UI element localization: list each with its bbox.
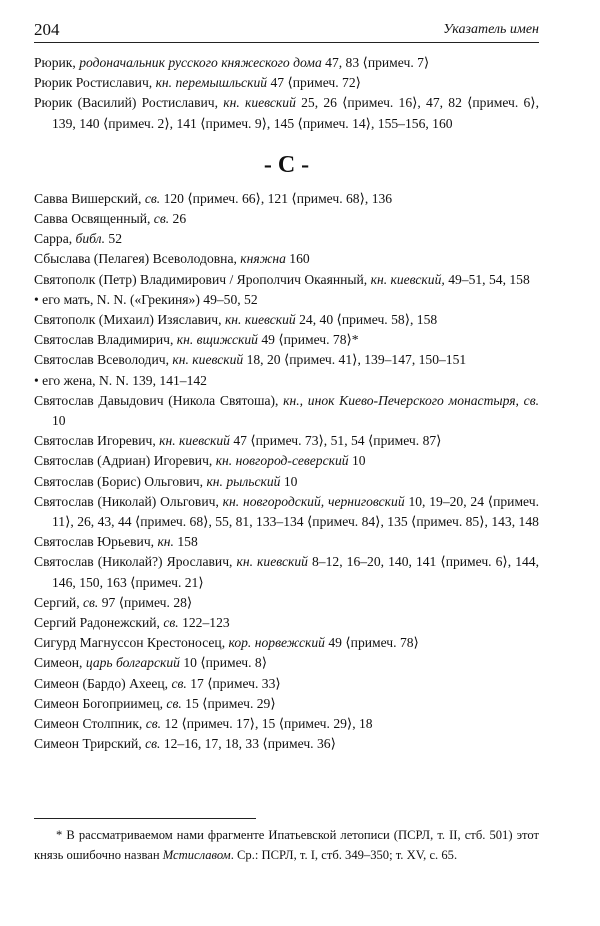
index-entry: Святослав Игоревич, кн. киевский 47 ⟨примеч. 73⟩, 51, 54 ⟨примеч. 87⟩: [34, 433, 442, 449]
index-entry: Святослав Всеволодич, кн. киевский 18, 20 ⟨примеч. 41⟩, 139–147, 150–151: [34, 352, 467, 368]
index-entry: Савва Освященный, св. 26: [34, 211, 187, 227]
index-page: [34, 18, 539, 755]
footnote-divider: [34, 818, 256, 819]
index-entry: Рюрик, родоначальник русского княжеского дома 47, 83 ⟨примеч. 7⟩: [34, 55, 430, 70]
index-entry: Святополк (Михаил) Изяславич, кн. киевский 24, 40 ⟨примеч. 58⟩, 158: [34, 312, 438, 328]
index-entry: Симеон, царь болгарский 10 ⟨примеч. 8⟩: [34, 655, 268, 671]
index-entry: Сарра, библ. 52: [34, 231, 122, 247]
running-title: Указатель имен: [443, 22, 539, 37]
index-entry: Святослав (Адриан) Игоревич, кн. новгород-северский 10: [34, 453, 366, 469]
index-entry: Рюрик (Василий) Ростиславич, кн. киевский 25, 26 ⟨примеч. 16⟩, 47, 82 ⟨примеч. 6⟩, 139, 140 ⟨примеч. 2⟩, 141 ⟨примеч. 9⟩, 145 ⟨примеч. 14⟩, 155–156, 160: [34, 95, 539, 131]
index-entry: Святослав (Борис) Ольгович, кн. рыльский 10: [34, 473, 298, 489]
top-entries-list: [34, 53, 539, 134]
index-entry: Святослав Владимирич, кн. вщижский 49 ⟨примеч. 78⟩*: [34, 332, 359, 348]
index-entry: Симеон Богоприимец, св. 15 ⟨примеч. 29⟩: [34, 695, 276, 711]
page-number: 204: [34, 20, 60, 39]
entries-list: [34, 189, 539, 755]
index-entry: Симеон Столпник, св. 12 ⟨примеч. 17⟩, 15 ⟨примеч. 29⟩, 18: [34, 716, 373, 732]
index-entry: Святослав (Николай?) Ярославич, кн. киевский 8–12, 16–20, 140, 141 ⟨примеч. 6⟩, 144, 146, 150, 163 ⟨примеч. 21⟩: [34, 554, 539, 590]
section-letter-heading: - С -: [263, 151, 310, 178]
index-subentry: • его жена, N. N. 139, 141–142: [34, 372, 207, 388]
index-entry: Святослав Давыдович (Никола Святоша), кн., инок Киево-Печерского монастыря, св. 10: [34, 392, 539, 429]
index-entry: Сбыслава (Пелагея) Всеволодовна, княжна 160: [34, 251, 310, 267]
index-entry: Савва Вишерский, св. 120 ⟨примеч. 66⟩, 121 ⟨примеч. 68⟩, 136: [34, 190, 393, 206]
index-entry: Симеон Трирский, св. 12–16, 17, 18, 33 ⟨примеч. 36⟩: [34, 736, 336, 752]
index-entry: Святослав (Николай) Ольгович, кн. новгородский, черниговский 10, 19–20, 24 ⟨примеч. 11⟩, 26, 43, 44 ⟨примеч. 68⟩, 55, 81, 133–134 ⟨примеч. 84⟩, 135 ⟨примеч. 85⟩, 143, 148: [34, 493, 539, 530]
index-entry: Сергий, св. 97 ⟨примеч. 28⟩: [34, 594, 193, 610]
index-entry: Сигурд Магнуссон Крестоносец, кор. норвежский 49 ⟨примеч. 78⟩: [34, 635, 419, 651]
index-entry: Рюрик Ростиславич, кн. перемышльский 47 ⟨примеч. 72⟩: [34, 75, 361, 91]
index-subentry: • его мать, N. N. («Грекиня») 49–50, 52: [34, 291, 258, 307]
running-header: [34, 18, 539, 43]
footnote: * В рассматриваемом нами фрагменте Ипатьевской летописи (ПСРЛ, т. II, стб. 501) этот князь ошибочно назван Мстиславом. Ср.: ПСРЛ, т. I, стб. 349–350; т. XV, с. 65.: [34, 828, 539, 862]
index-entry: Сергий Радонежский, св. 122–123: [34, 615, 230, 631]
index-entry: Святополк (Петр) Владимирович / Ярополчич Окаянный, кн. киевский, 49–51, 54, 158: [34, 271, 530, 287]
index-entry: Святослав Юрьевич, кн. 158: [34, 534, 198, 550]
index-entry: Симеон (Бардо) Ахеец, св. 17 ⟨примеч. 33⟩: [34, 675, 281, 691]
